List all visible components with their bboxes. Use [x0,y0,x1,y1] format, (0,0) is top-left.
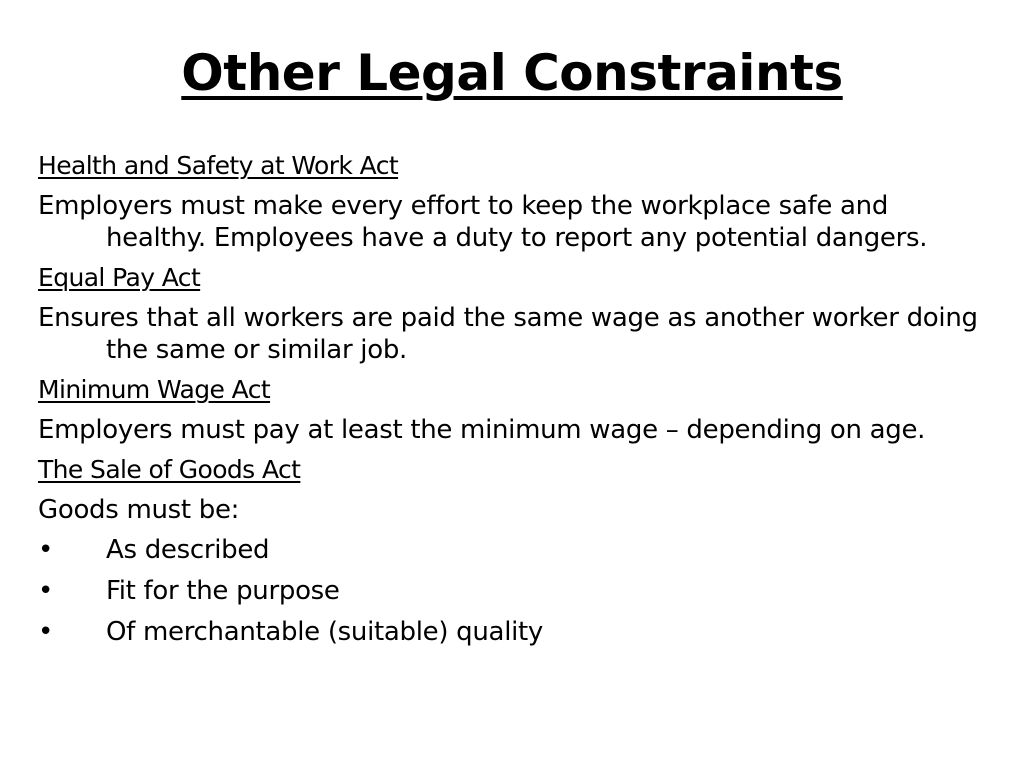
bullet-text: As described [106,535,270,565]
bullet-item [38,575,988,607]
bullet-item [38,616,988,648]
bullet-marker: • [38,535,54,565]
slide-title: Other Legal Constraints [181,44,843,102]
section-text-health-safety: Employers must make every effort to keep the workplace safe and healthy. Employees have a duty to report any potential dangers. [38,191,928,253]
section-heading-sale-of-goods: The Sale of Goods Act [38,455,301,484]
bullet-text: Of merchantable (suitable) quality [106,617,544,647]
slide-body [38,150,988,657]
section-heading-equal-pay: Equal Pay Act [38,263,201,292]
section-text-sale-of-goods: Goods must be: [38,495,240,525]
bullet-marker: • [38,617,54,647]
section-heading-minimum-wage: Minimum Wage Act [38,375,271,404]
section-heading-health-safety: Health and Safety at Work Act [38,151,399,180]
bullet-marker: • [38,576,54,606]
bullet-item [38,534,988,566]
bullet-text: Fit for the purpose [106,576,340,606]
section-text-minimum-wage: Employers must pay at least the minimum wage – depending on age. [38,415,926,445]
section-text-equal-pay: Ensures that all workers are paid the same wage as another worker doing the same or similar job. [38,303,978,365]
